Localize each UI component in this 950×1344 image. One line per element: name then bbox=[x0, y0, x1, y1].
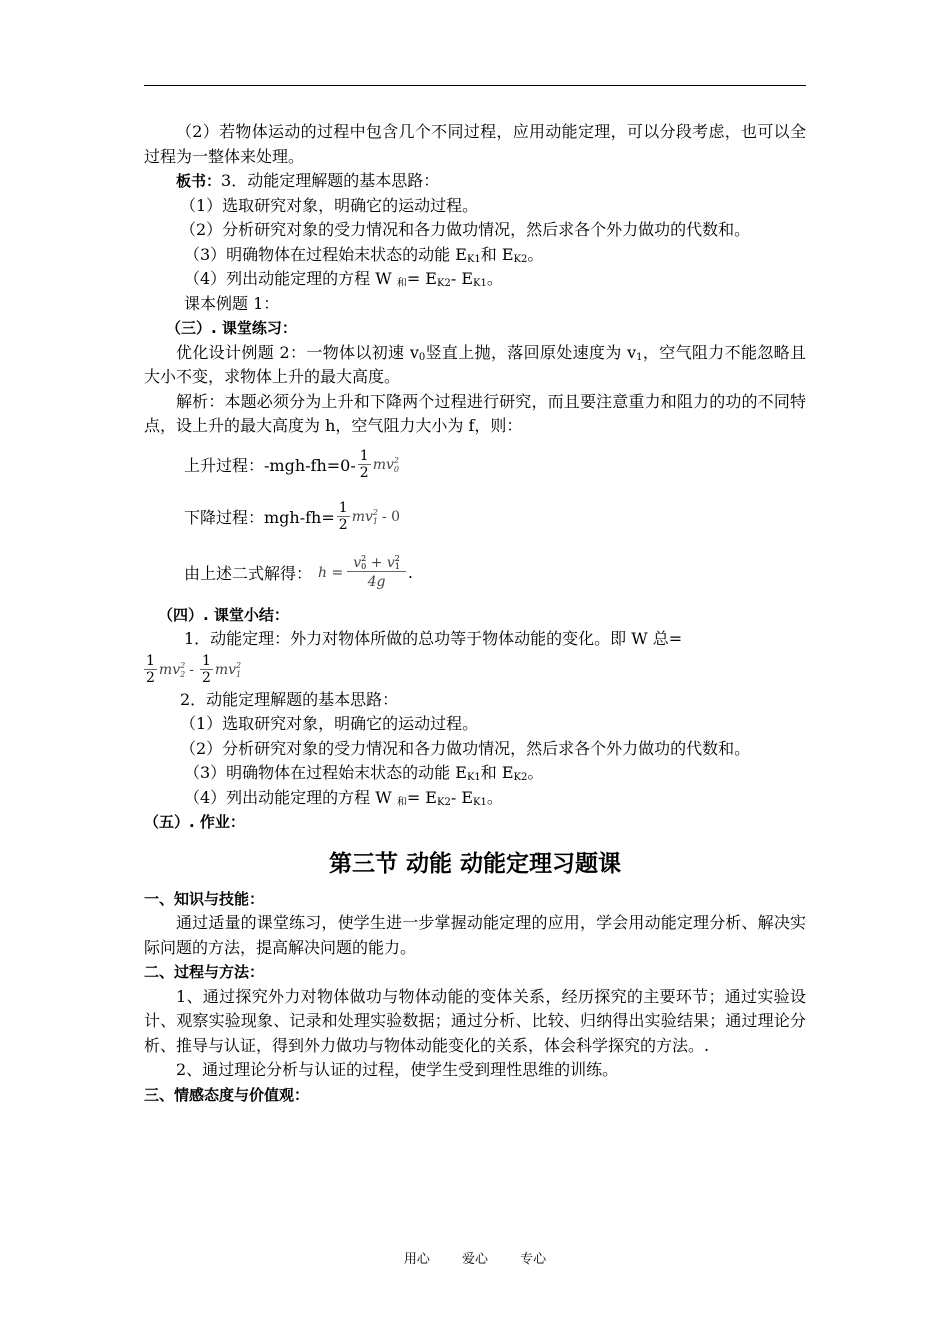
paragraph-process-1: 1、通过探究外力对物体做功与物体动能的变体关系，经历探究的主要环节；通过实验设计、观察实验现象、记录和处理实验数据；通过分析、比较、归纳得出实验结果；通过理论分析、推导与认证，得到外力做功与物体动能变化的关系，体会科学探究的方法。. bbox=[144, 986, 806, 1055]
heading-knowledge: 一、知识与技能： bbox=[144, 889, 265, 908]
paragraph-process-2: 2、通过理论分析与认证的过程，使学生受到理性思维的训练。 bbox=[176, 1060, 619, 1079]
equation-period: . bbox=[407, 563, 413, 582]
fraction-h: v 2 0 + v 2 1 4g bbox=[347, 555, 406, 590]
summary-step-1: （1）选取研究对象，明确它的运动过程。 bbox=[180, 714, 479, 733]
fraction-half: $\frac{1}{2}$ bbox=[338, 500, 348, 533]
step-4-mid: = E bbox=[406, 269, 437, 288]
step-3-sub-k1: K1 bbox=[466, 253, 481, 265]
equation-solve bbox=[144, 543, 806, 603]
step-4 bbox=[144, 267, 806, 292]
example-2 bbox=[144, 341, 806, 390]
header-rule bbox=[144, 85, 806, 86]
example-2-b: 竖直上抛，落回原处速度为 v bbox=[425, 342, 637, 362]
equation-solve-label: 由上述二式解得： bbox=[184, 564, 313, 583]
section-5-heading: （五）. 作业： bbox=[144, 813, 245, 831]
analysis: 解析：本题必须分为上升和下降两个过程进行研究，而且要注意重力和阻力的功的不同特点，设上升的最大高度为 h，空气阻力大小为 f，则： bbox=[144, 391, 806, 435]
summary-1: 1．动能定理：外力对物体所做的总功等于物体动能的变化。即 W 总= bbox=[184, 629, 683, 648]
step-4-end: 。 bbox=[486, 269, 503, 288]
summary-step-4: （4）列出动能定理的方程 W $_和= E_{K2}-$ $E_{K1}$。 bbox=[184, 787, 503, 808]
section-4-heading: （四）. 课堂小结： bbox=[158, 605, 289, 624]
step-3-end: 。 bbox=[527, 244, 544, 264]
term-mv0: mv 2 0 bbox=[372, 455, 399, 474]
term-minus-zero: - 0 bbox=[381, 508, 401, 525]
fraction-half: $\frac{1}{2}$ bbox=[359, 448, 369, 481]
summary-1-formula: $\frac{1}{2}$ mv 2 2 - $\frac{1}{2}$ mv 2 1 bbox=[146, 653, 242, 686]
page-footer bbox=[0, 1248, 950, 1267]
step-4-text: （4）列出动能定理的方程 W bbox=[184, 269, 397, 288]
heading-attitude: 三、情感态度与价值观： bbox=[144, 1085, 310, 1104]
step-1: （1）选取研究对象，明确它的运动过程。 bbox=[180, 195, 479, 215]
example-2-c: ，空气阻力不能忽略且大小不变，求物体上升的最大高度。 bbox=[144, 342, 806, 386]
summary-step-2: （2）分析研究对象的受力情况和各力做功情况，然后求各个外力做功的代数和。 bbox=[180, 738, 751, 758]
equation-up bbox=[144, 439, 806, 491]
example-2-sub0: 0 bbox=[418, 351, 426, 363]
step-4-sub-k2: K2 bbox=[436, 278, 451, 289]
equation-up-label: 上升过程：-mgh-fh=0- bbox=[184, 456, 356, 475]
step-3 bbox=[144, 243, 806, 268]
term-mv1: mv 2 1 bbox=[351, 507, 378, 526]
footer-word-3: 专心 bbox=[520, 1252, 547, 1267]
board-label: 板书： bbox=[176, 172, 222, 190]
step-4-sub-k1: K1 bbox=[473, 278, 487, 289]
paragraph-process-note: （2）若物体运动的过程中包含几个不同过程，应用动能定理，可以分段考虑，也可以全过程为一整体来处理。 bbox=[144, 122, 806, 166]
step-3-mid: 和 E bbox=[480, 244, 514, 264]
footer-word-1: 用心 bbox=[403, 1252, 430, 1267]
footer-word-2: 爱心 bbox=[461, 1252, 488, 1267]
step-4-mid2: - E bbox=[450, 269, 473, 288]
summary-2: 2．动能定理解题的基本思路： bbox=[180, 689, 399, 709]
equation-down bbox=[144, 491, 806, 543]
step-3-sub-k2: K2 bbox=[513, 253, 528, 265]
section-title: 第三节 动能 动能定理习题课 bbox=[328, 850, 621, 877]
board-text: 3．动能定理解题的基本思路： bbox=[221, 171, 440, 190]
heading-process: 二、过程与方法： bbox=[144, 963, 265, 981]
example-2-sub1: 1 bbox=[636, 351, 643, 363]
term-h: h = bbox=[318, 564, 344, 581]
step-4-sub-he: 和 bbox=[396, 278, 407, 289]
equation-down-label: 下降过程：mgh-fh= bbox=[184, 508, 335, 527]
summary-step-3: （3）明确物体在过程始末状态的动能 $E_{K1}$和 $E_{K2}$。 bbox=[184, 763, 544, 783]
board-heading bbox=[144, 169, 806, 194]
example-2-a: 优化设计例题 2：一物体以初速 v bbox=[176, 342, 419, 362]
step-3-text: （3）明确物体在过程始末状态的动能 E bbox=[184, 244, 467, 264]
paragraph-knowledge: 通过适量的课堂练习，使学生进一步掌握动能定理的应用，学会用动能定理分析、解决实际问题的方法，提高解决问题的能力。 bbox=[144, 913, 806, 957]
section-3-heading: （三）. 课堂练习： bbox=[166, 319, 297, 337]
step-2: （2）分析研究对象的受力情况和各力做功情况，然后求各个外力做功的代数和。 bbox=[180, 220, 751, 239]
textbook-example: 课本例题 1： bbox=[184, 293, 280, 313]
document-body bbox=[144, 120, 806, 1107]
